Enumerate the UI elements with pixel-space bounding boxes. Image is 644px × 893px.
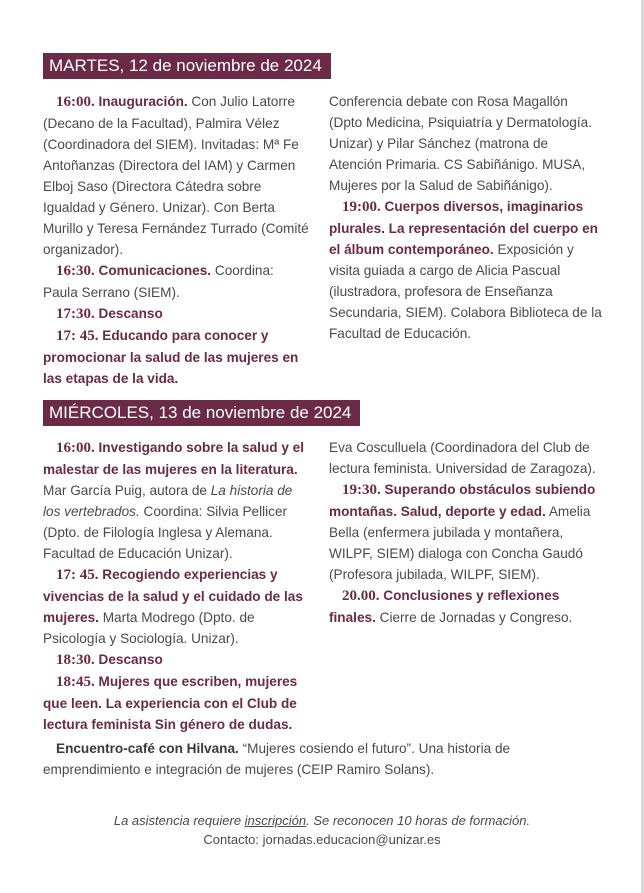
event-title: Descanso [98, 306, 163, 321]
day2-left-column [43, 437, 311, 735]
day2-event-descanso [43, 649, 311, 671]
event-time: 17: 45. [56, 328, 99, 344]
event-description: Coordina: Paula Serrano (SIEM). [43, 263, 274, 300]
contact-line [0, 830, 644, 849]
event-title: Inauguración. [98, 94, 188, 109]
event-time: 16:30. [56, 263, 95, 279]
event-time: 17:30. [56, 306, 95, 322]
cafe-block [43, 738, 603, 780]
registration-link[interactable]: inscripción [244, 813, 307, 828]
cafe-description: “Mujeres cosiendo el futuro”. Una historia de emprendimiento e integración de mujeres (CEIP Ramiro Solans). [43, 741, 511, 777]
contact-label: Contacto: [203, 832, 263, 847]
day2-event-mujeres-escriben-cont [329, 437, 604, 479]
event-title: Descanso [98, 652, 163, 667]
attendance-note [0, 811, 644, 830]
event-description: Marta Modrego (Dpto. de Psicología y Sociología. Unizar). [43, 610, 255, 646]
event-title: Educando para conocer y promocionar la salud de las mujeres en las etapas de la vida. [43, 328, 299, 386]
day2-event-superando [329, 479, 604, 585]
event-title: Conclusiones y reflexiones finales. [329, 588, 560, 625]
day1-right-column [329, 91, 604, 344]
contact-email[interactable]: jornadas.educacion@unizar.es [262, 832, 441, 847]
event-title: Recogiendo experiencias y vivencias de la salud y el cuidado de las mujeres. [43, 567, 303, 625]
event-description: Cierre de Jornadas y Congreso. [375, 610, 573, 625]
footer-notes [0, 811, 644, 849]
event-time: 16:00. [56, 440, 95, 456]
day2-event-conclusiones [329, 585, 604, 628]
cafe-title: Encuentro-café con Hilvana. [56, 741, 239, 756]
cafe-paragraph [43, 738, 603, 780]
event-title: Comunicaciones. [98, 263, 212, 278]
book-title: La historia de los vertebrados. [43, 483, 293, 519]
event-title: Superando obstáculos subiendo montañas. Salud, deporte y edad. [329, 482, 596, 519]
event-time: 17: 45. [56, 567, 99, 583]
event-time: 18:30. [56, 652, 95, 668]
event-description: Amelia Bella (enfermera jubilada y montañera, WILPF, SIEM) dialoga con Concha Gaudó (Profesora jubilada, WILPF, SIEM). [329, 504, 591, 582]
attendance-text: La asistencia requiere [113, 813, 245, 828]
event-time: 19:00. [342, 199, 381, 215]
event-description: Exposición y visita guiada a cargo de Alicia Pascual (ilustradora, profesora de Enseñanza Secundaria, SIEM). Colabora Biblioteca de la Facultad de Educación. [329, 242, 602, 341]
event-time: 20.00. [342, 588, 380, 604]
event-description: Mar García Puig, autora de [43, 483, 211, 498]
day2-right-column [329, 437, 604, 628]
event-title: Mujeres que escriben, mujeres que leen. La experiencia con el Club de lectura feminista Sin género de dudas. [43, 674, 298, 732]
event-description: Eva Cosculluela (Coordinadora del Club de lectura feminista. Universidad de Zaragoza). [329, 440, 596, 476]
day1-event-educando [43, 325, 311, 389]
day1-left-column [43, 91, 311, 389]
day1-banner: MARTES, 12 de noviembre de 2024 [43, 53, 331, 79]
event-time: 18:45. [56, 674, 95, 690]
day1-event-inauguracion [43, 91, 311, 260]
event-title: Investigando sobre la salud y el malestar de las mujeres en la literatura. [43, 440, 305, 477]
event-title: Cuerpos diversos, imaginarios plurales. La representación del cuerpo en el álbum contemporáneo. [329, 199, 598, 257]
day1-event-cuerpos [329, 196, 604, 344]
event-time: 16:00. [56, 94, 95, 110]
event-description: Coordina: Silvia Pellicer (Dpto. de Filología Inglesa y Alemana. Facultad de Educación Unizar). [43, 504, 288, 561]
event-description: Con Julio Latorre (Decano de la Facultad), Palmira Vélez (Coordinadora del SIEM). Invitadas: Mª Fe Antoñanzas (Directora del IAM) y Carmen Elboj Saso (Directora Cátedra sobre Igualdad y Género. Unizar). Con Berta Murillo y Teresa Fernández Turrado (Comité organizador). [43, 94, 309, 257]
day1-event-educando-cont [329, 91, 604, 196]
day1-event-descanso [43, 303, 311, 325]
event-time: 19:30. [342, 482, 381, 498]
day2-event-investigando [43, 437, 311, 564]
day2-banner: MIÉRCOLES, 13 de noviembre de 2024 [43, 400, 360, 426]
day2-event-recogiendo [43, 564, 311, 649]
day1-event-comunicaciones [43, 260, 311, 303]
event-description: Conferencia debate con Rosa Magallón (Dpto Medicina, Psiquiatría y Dermatología. Unizar) y Pilar Sánchez (matrona de Atención Primaria. CS Sabiñánigo. MUSA, Mujeres por la Salud de Sabiñánigo). [329, 94, 592, 193]
attendance-text-end: . Se reconocen 10 horas de formación. [306, 813, 531, 828]
day2-event-mujeres-escriben [43, 671, 311, 735]
